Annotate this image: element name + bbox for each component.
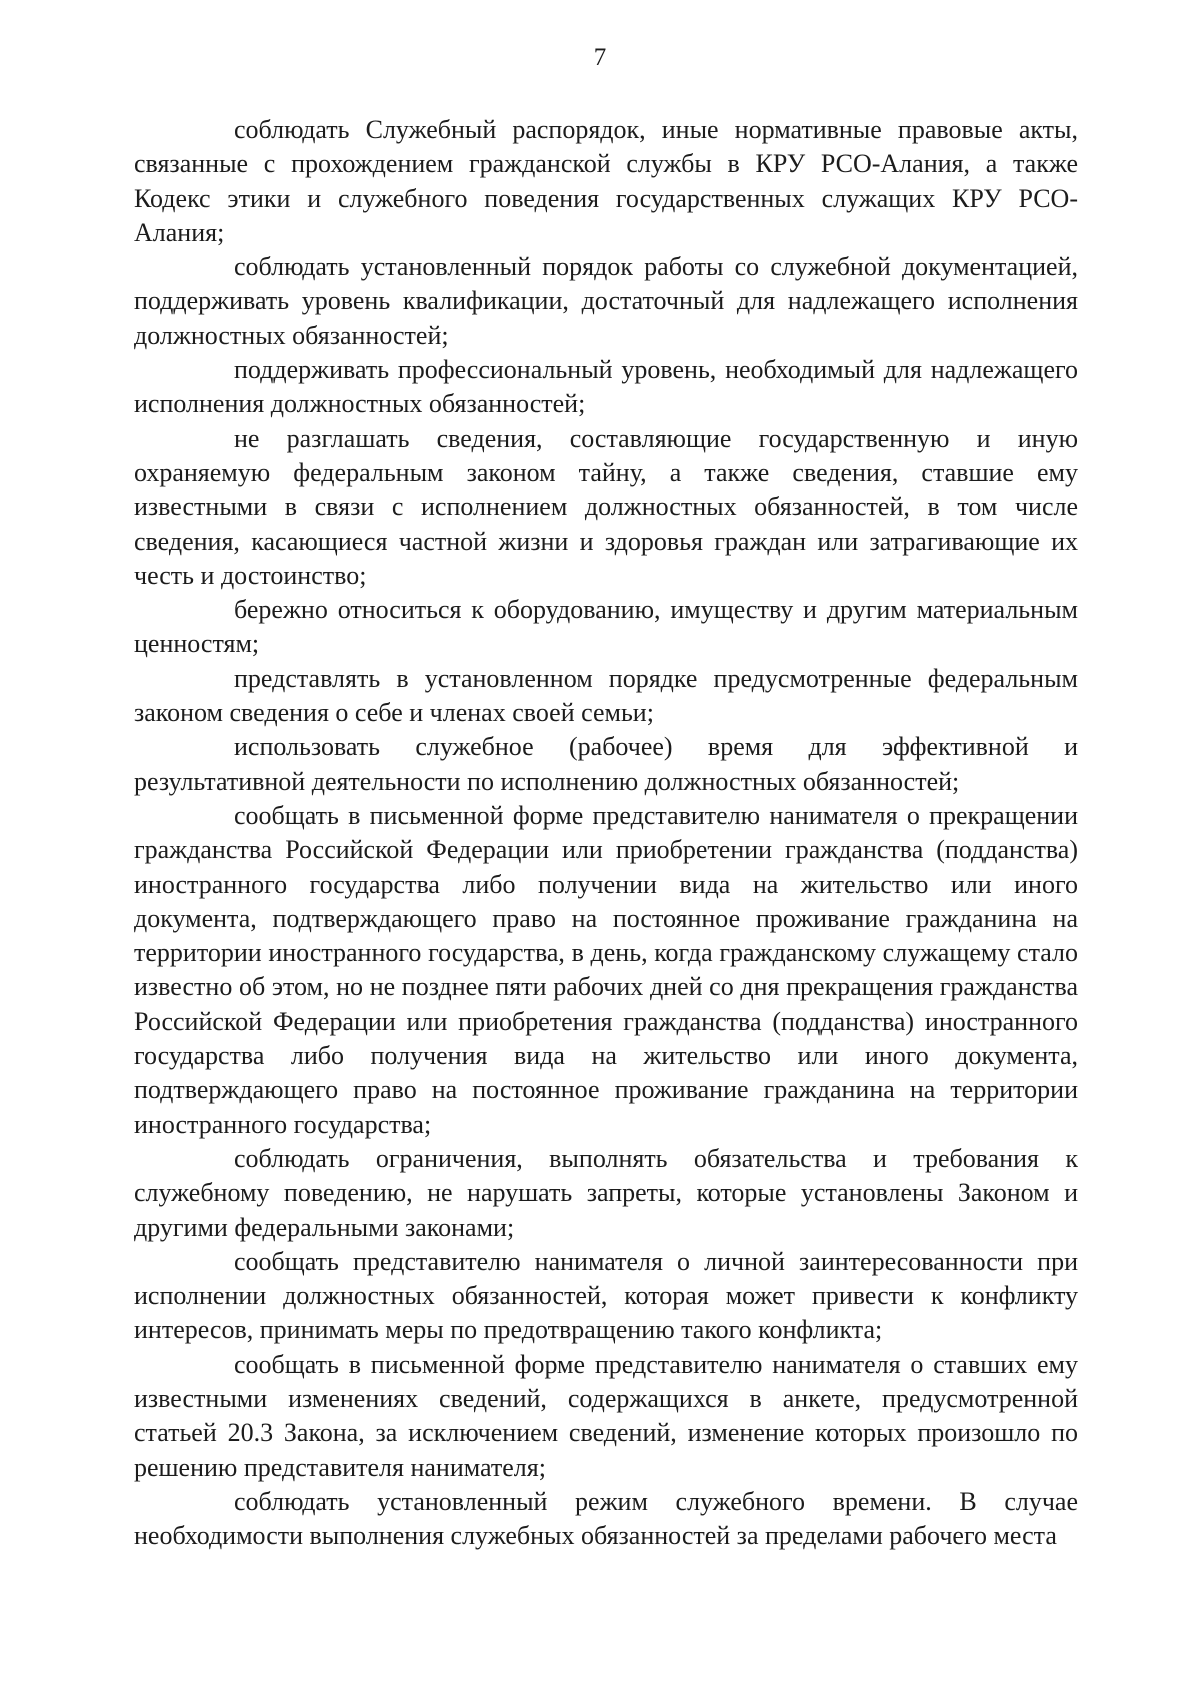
paragraph-1: соблюдать Служебный распорядок, иные нормативные правовые акты, связанные с прохождением гражданской службы в КРУ РСО-Алания, а также Кодекс этики и служебного поведения государственных служащих КРУ РСО-Алания; xyxy=(134,115,1078,247)
paragraph-10: сообщать представителю нанимателя о личной заинтересованности при исполнении должностных обязанностей, которая может привести к конфликту интересов, принимать меры по предотвращению такого конфликта; xyxy=(134,1246,1078,1345)
paragraph-4: не разглашать сведения, составляющие государственную и иную охраняемую федеральным законом тайну, а также сведения, ставшие ему известными в связи с исполнением должностных обязанностей, в том числе сведения, касающиеся частной жизни и здоровья граждан или затрагивающие их честь и достоинство; xyxy=(134,423,1078,590)
paragraph-7: использовать служебное (рабочее) время для эффективной и результативной деятельности по исполнению должностных обязанностей; xyxy=(134,732,1078,796)
paragraph-12: соблюдать установленный режим служебного времени. В случае необходимости выполнения служебных обязанностей за пределами рабочего места xyxy=(134,1486,1078,1551)
page-number: 7 xyxy=(593,44,607,71)
paragraph-8: сообщать в письменной форме представителю нанимателя о прекращении гражданства Российской Федерации или приобретении гражданства (подданства) иностранного государства либо получении вида на жительство или иного документа, подтверждающего право на постоянное проживание гражданина на территории иностранного государства, в день, когда гражданскому служащему стало известно об этом, но не позднее пяти рабочих дней со дня прекращения гражданства Российской Федерации или приобретения гражданства (подданства) иностранного государства либо получения вида на жительство или иного документа, подтверждающего право на постоянное проживание гражданина на территории иностранного государства; xyxy=(134,800,1078,1139)
paragraph-2: соблюдать установленный порядок работы со служебной документацией, поддерживать уровень квалификации, достаточный для надлежащего исполнения должностных обязанностей; xyxy=(134,252,1078,350)
paragraph-6: представлять в установленном порядке предусмотренные федеральным законом сведения о себе и членах своей семьи; xyxy=(134,663,1078,728)
document-body xyxy=(134,113,1078,1553)
paragraph-5: бережно относиться к оборудованию, имуществу и другим материальным ценностям; xyxy=(134,595,1078,659)
paragraph-3: поддерживать профессиональный уровень, необходимый для надлежащего исполнения должностных обязанностей; xyxy=(134,355,1078,419)
paragraph-9: соблюдать ограничения, выполнять обязательства и требования к служебному поведению, не нарушать запреты, которые установлены Законом и другими федеральными законами; xyxy=(134,1143,1078,1242)
paragraph-11: сообщать в письменной форме представителю нанимателя о ставших ему известными изменениях сведений, содержащихся в анкете, предусмотренной статьей 20.3 Закона, за исключением сведений, изменение которых произошло по решению представителя нанимателя; xyxy=(134,1349,1078,1482)
